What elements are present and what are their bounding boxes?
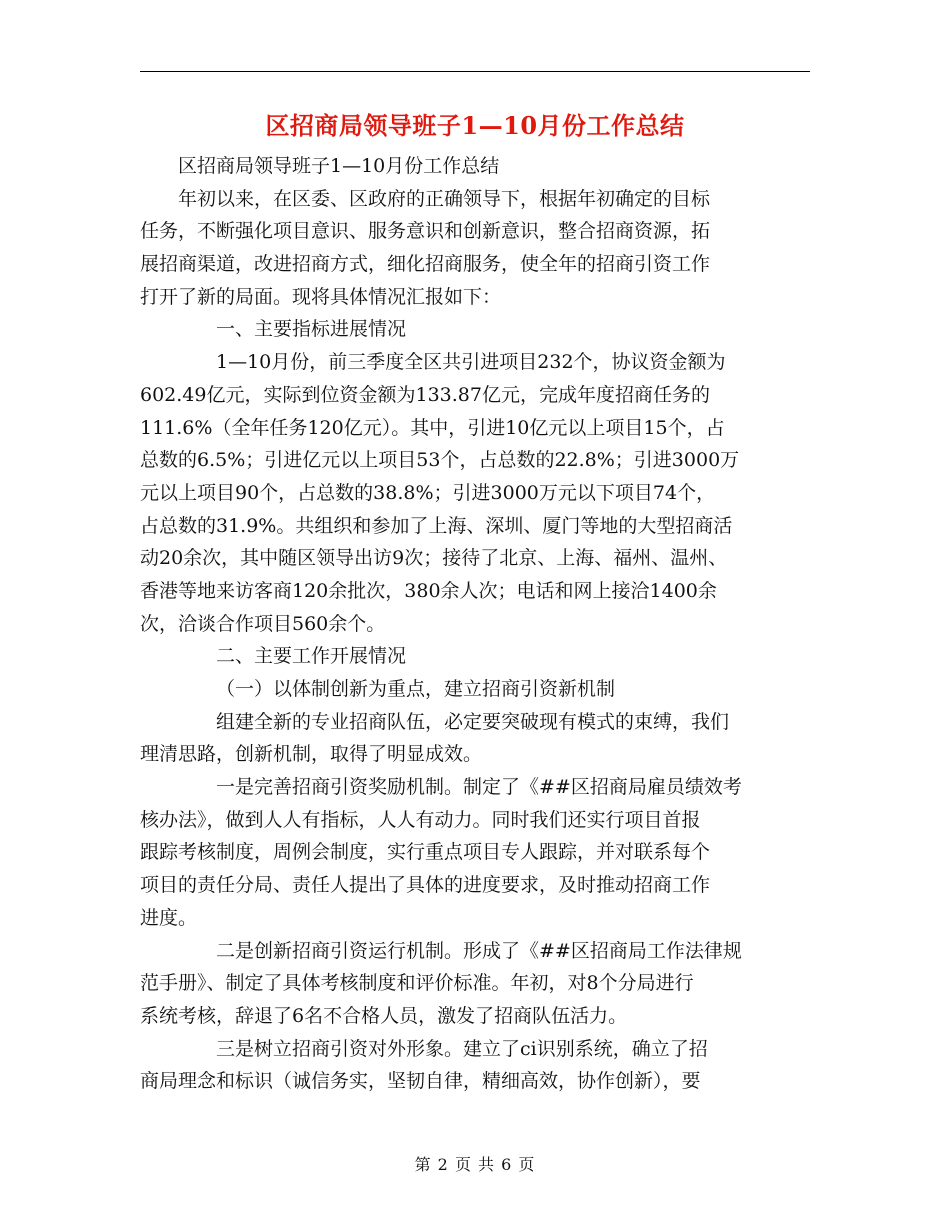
body-line: 二是创新招商引资运行机制。形成了《##区招商局工作法律规 [216, 939, 742, 962]
section-heading-1: 一、主要指标进展情况 [216, 318, 407, 341]
body-line: 三是树立招商引资对外形象。建立了ci识别系统，确立了招 [216, 1037, 708, 1060]
body-line: 602.49亿元，实际到位资金额为133.87亿元，完成年度招商任务的 [140, 383, 710, 406]
body-line: 元以上项目90个，占总数的38.8%；引进3000万元以下项目74个， [140, 481, 716, 504]
body-line: 动20余次，其中随区领导出访9次；接待了北京、上海、福州、温州、 [140, 547, 728, 570]
document-title: 区招商局领导班子1—10月份工作总结 [265, 111, 685, 140]
body-line: 进度。 [140, 906, 198, 929]
body-line-subtitle: 区招商局领导班子1—10月份工作总结 [178, 155, 500, 177]
body-line: 任务，不断强化项目意识、服务意识和创新意识，整合招商资源，拓 [140, 220, 711, 243]
body-line: 理清思路，创新机制，取得了明显成效。 [140, 743, 483, 766]
body-line: 总数的6.5%；引进亿元以上项目53个，占总数的22.8%；引进3000万 [140, 449, 740, 472]
body-line: 111.6%（全年任务120亿元）。其中，引进10亿元以上项目15个，占 [140, 416, 725, 439]
body-line: 香港等地来访客商120余批次，380余人次；电话和网上接洽1400余 [140, 579, 717, 602]
body-line: 一是完善招商引资奖励机制。制定了《##区招商局雇员绩效考 [216, 776, 742, 799]
body-line: 跟踪考核制度，周例会制度，实行重点项目专人跟踪，并对联系每个 [140, 841, 711, 864]
body-line: 1—10月份，前三季度全区共引进项目232个，协议资金额为 [216, 351, 726, 374]
subsection-heading-1: （一）以体制创新为重点，建立招商引资新机制 [216, 678, 616, 700]
body-line: 次，洽谈合作项目560余个。 [140, 612, 386, 635]
body-line: 占总数的31.9%。共组织和参加了上海、深圳、厦门等地的大型招商活 [140, 514, 733, 537]
body-line: 展招商渠道，改进招商方式，细化招商服务，使全年的招商引资工作 [140, 253, 711, 276]
body-line: 核办法》，做到人人有指标，人人有动力。同时我们还实行项目首报 [140, 808, 701, 831]
header-rule [140, 71, 810, 72]
body-line: 年初以来，在区委、区政府的正确领导下，根据年初确定的目标 [178, 187, 711, 210]
page-footer: 第 2 页 共 6 页 [414, 1155, 536, 1174]
section-heading-2: 二、主要工作开展情况 [216, 645, 407, 668]
body-line: 系统考核，辞退了6名不合格人员，激发了招商队伍活力。 [140, 1004, 628, 1027]
body-line: 商局理念和标识（诚信务实，坚韧自律，精细高效，协作创新），要 [140, 1070, 701, 1093]
body-line: 打开了新的局面。现将具体情况汇报如下： [140, 285, 502, 308]
document-body [140, 150, 810, 1098]
body-line: 组建全新的专业招商队伍，必定要突破现有模式的束缚，我们 [216, 710, 730, 733]
body-line: 项目的责任分局、责任人提出了具体的进度要求，及时推动招商工作 [140, 874, 711, 897]
body-line: 范手册》、制定了具体考核制度和评价标准。年初，对8个分局进行 [140, 972, 694, 995]
